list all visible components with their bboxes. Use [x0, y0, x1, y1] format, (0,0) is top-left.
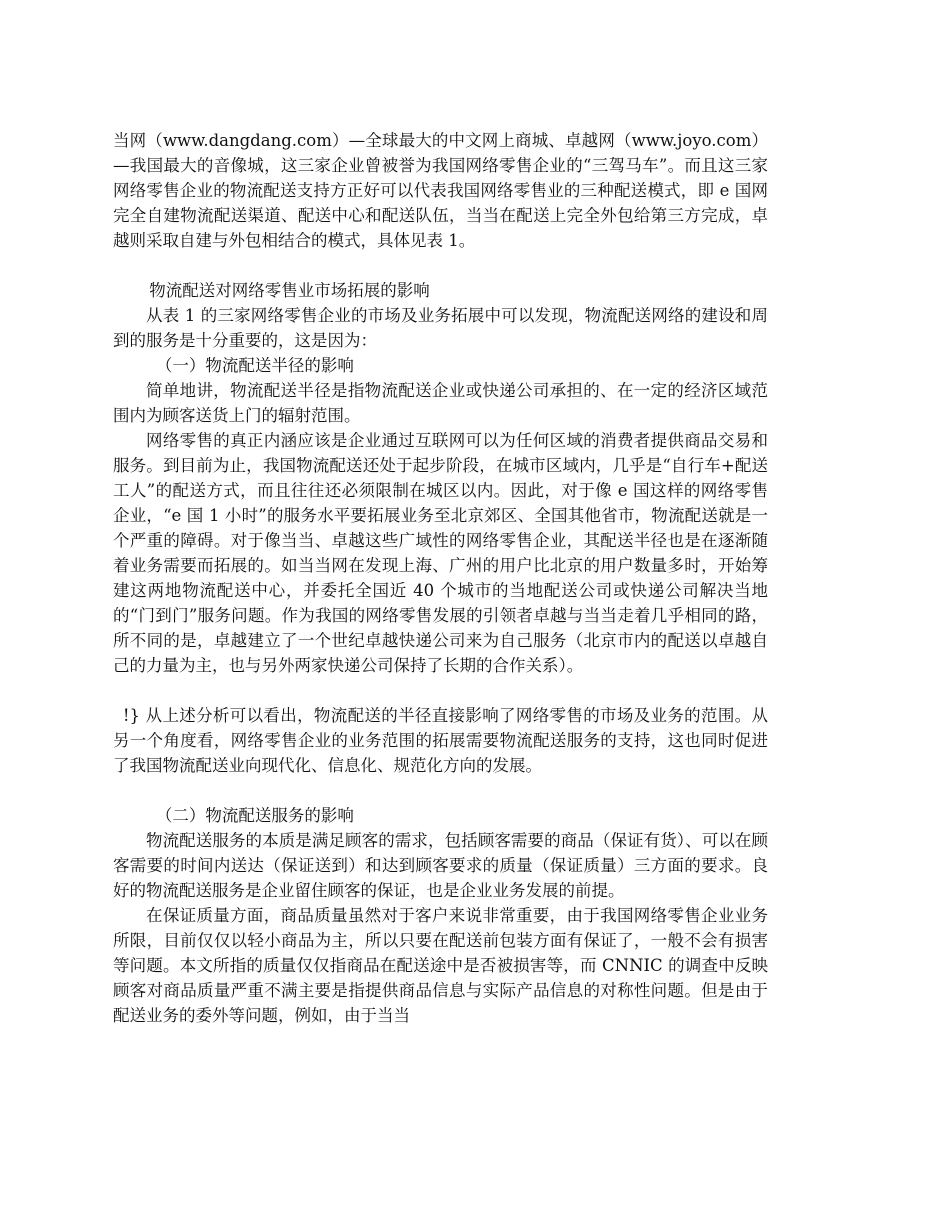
paragraph-service-nature: 物流配送服务的本质是满足顾客的需求，包括顾客需要的商品（保证有货）、可以在顾客需要的时间内送达（保证送到）和达到顾客要求的质量（保证质量）三方面的要求。良好的物流配送服务是企业留住顾客的保证，也是企业业务发展的前提。 [113, 831, 768, 900]
document-page [113, 128, 768, 1028]
paragraph-intro: 当网（www.dangdang.com）—全球最大的中文网上商城、卓越网（www.joyo.com）—我国最大的音像城，这三家企业曾被誉为我国网络零售企业的“三驾马车”。而且这三家网络零售企业的物流配送支持方正好可以代表我国网络零售业的三种配送模式，即 e 国网完全自建物流配送渠道、配送中心和配送队伍，当当在配送上完全外包给第三方完成，卓越则采取自建与外包相结合的模式，具体见表 1。 [113, 131, 768, 250]
paragraph-radius-definition: 简单地讲，物流配送半径是指物流配送企业或快递公司承担的、在一定的经济区域范围内为顾客送货上门的辐射范围。 [113, 381, 768, 425]
section-heading: 物流配送对网络零售业市场拓展的影响 [149, 281, 430, 300]
stray-mark: !} [122, 706, 141, 725]
subheading-delivery-service: （二）物流配送服务的影响 [155, 806, 354, 825]
paragraph-radius-conclusion [113, 703, 768, 778]
paragraph-quality: 在保证质量方面，商品质量虽然对于客户来说非常重要，由于我国网络零售企业业务所限，目前仅仅以轻小商品为主，所以只要在配送前包装方面有保证了，一般不会有损害等问题。本文所指的质量仅仅指商品在配送途中是否被损害等，而 CNNIC 的调查中反映顾客对商品质量严重不满主要是指提供商品信息与实际产品信息的对称性问题。但是由于配送业务的委外等问题，例如，由于当当 [113, 906, 768, 1025]
paragraph-table-analysis: 从表 1 的三家网络零售企业的市场及业务拓展中可以发现，物流配送网络的建设和周到的服务是十分重要的，这是因为： [113, 306, 768, 350]
subheading-delivery-radius: （一）物流配送半径的影响 [155, 356, 354, 375]
paragraph-radius-discussion: 网络零售的真正内涵应该是企业通过互联网可以为任何区域的消费者提供商品交易和服务。到目前为止，我国物流配送还处于起步阶段，在城市区域内，几乎是“自行车+配送工人”的配送方式，而且往往还必须限制在城区以内。因此，对于像 e 国这样的网络零售企业，“e 国 1 小时”的服务水平要拓展业务至北京郊区、全国其他省市，物流配送就是一个严重的障碍。对于像当当、卓越这些广域性的网络零售企业，其配送半径也是在逐渐随着业务需要而拓展的。如当当网在发现上海、广州的用户比北京的用户数量多时，开始筹建这两地物流配送中心，并委托全国近 40 个城市的当地配送公司或快递公司解决当地的“门到门”服务问题。作为我国的网络零售发展的引领者卓越与当当走着几乎相同的路，所不同的是，卓越建立了一个世纪卓越快递公司来为自己服务（北京市内的配送以卓越自己的力量为主，也与另外两家快递公司保持了长期的合作关系）。 [113, 431, 768, 675]
paragraph-radius-conclusion-text: 从上述分析可以看出，物流配送的半径直接影响了网络零售的市场及业务的范围。从另一个角度看，网络零售企业的业务范围的拓展需要物流配送服务的支持，这也同时促进了我国物流配送业向现代化、信息化、规范化方向的发展。 [113, 706, 768, 775]
